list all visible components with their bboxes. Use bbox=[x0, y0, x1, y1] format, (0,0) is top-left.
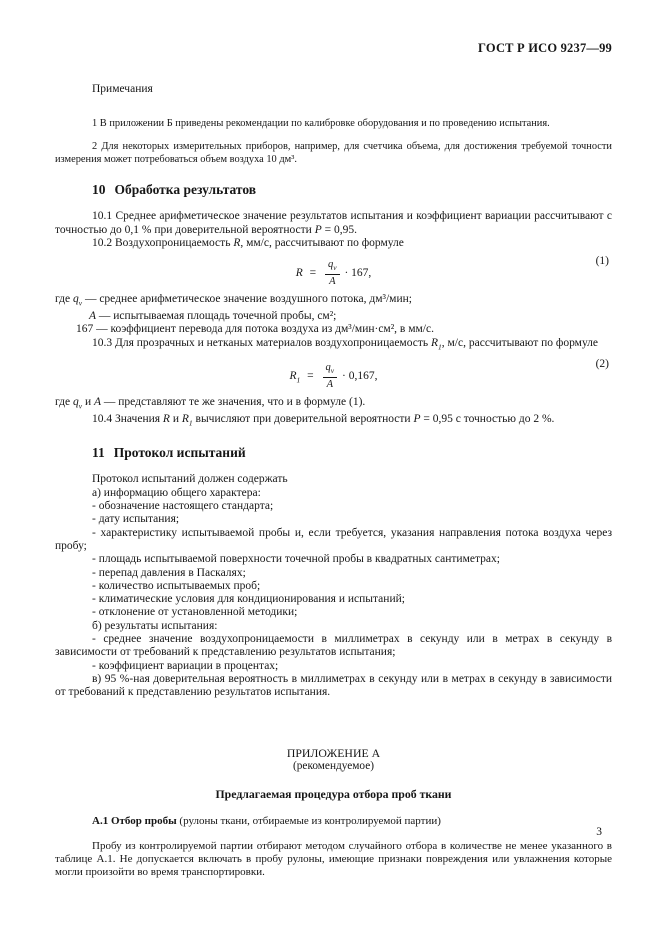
protocol-item: а) информацию общего характера: bbox=[92, 486, 261, 499]
fraction-denominator: A bbox=[326, 379, 334, 391]
protocol-item: - характеристику испытываемой пробы и, если требуется, указания направления потока воздуха через пробу; bbox=[55, 526, 612, 552]
protocol-item: в) 95 %-ная доверительная вероятность в миллиметрах в секунду или в метрах в секунду в зависимости от требований к представлению результатов испытания. bbox=[55, 672, 612, 699]
equation-number-1: (1) bbox=[595, 255, 609, 268]
formula-1 bbox=[55, 255, 612, 288]
section-10-number: 10 bbox=[92, 182, 106, 198]
protocol-item: б) результаты испытания: bbox=[92, 619, 218, 632]
protocol-item: - отклонение от установленной методики; bbox=[92, 606, 298, 619]
var-P: P bbox=[314, 223, 322, 236]
fraction-qv-over-A bbox=[325, 259, 340, 287]
protocol-item: - среднее значение воздухопроницаемости в миллиметрах в секунду или в метрах в секунду в зависимости от требований к представлению результатов испытания; bbox=[55, 633, 612, 659]
where-clause-A: A — испытываемая площадь точечной пробы, см²; bbox=[89, 309, 337, 322]
fraction-denominator: A bbox=[329, 276, 336, 288]
var-R: R bbox=[233, 236, 241, 249]
fraction-numerator: $q_v$ bbox=[325, 259, 340, 275]
section-11-title: Протокол испытаний bbox=[113, 445, 246, 461]
note-2: 2 Для некоторых измерительных приборов, например, для счетчика объема, для достижения требуемой точности измерения может потребоваться объем воздуха 10 дм³. bbox=[55, 141, 612, 166]
section-10-heading bbox=[55, 182, 612, 198]
equation-number-2: (2) bbox=[595, 358, 609, 371]
formula-1-expression bbox=[295, 259, 372, 288]
page-number: 3 bbox=[596, 826, 602, 838]
var-R1: R bbox=[289, 369, 297, 382]
paragraph-10-2: 10.2 Воздухопроницаемость R, мм/с, рассчитывают по формуле bbox=[92, 236, 404, 249]
appendix-label: ПРИЛОЖЕНИЕ А bbox=[286, 746, 381, 761]
protocol-item: - обозначение настоящего стандарта; bbox=[92, 500, 274, 513]
appendix-a1-label: А.1 Отбор пробы bbox=[92, 815, 177, 828]
paragraph-10-4: 10.4 Значения R и $R_1$ вычисляют при доверительной вероятности P = 0,95 с точностью до 2 %. bbox=[92, 412, 555, 428]
protocol-intro: Протокол испытаний должен содержать bbox=[92, 473, 288, 486]
formula-2-multiplier: · 0,167, bbox=[342, 369, 378, 382]
where-clause-formula-2: где $q_v$ и A — представляют те же значения, что и в формуле (1). bbox=[55, 396, 366, 411]
protocol-item: - климатические условия для кондиционирования и испытаний; bbox=[92, 593, 405, 606]
var-R1: R bbox=[431, 336, 439, 349]
formula-2 bbox=[55, 358, 612, 391]
var-R: R bbox=[295, 266, 303, 279]
paragraph-10-3: 10.3 Для прозрачных и нетканых материалов воздухопроницаемость $R_1$, м/с, рассчитывают по формуле bbox=[92, 336, 599, 351]
protocol-item: - площадь испытываемой поверхности точечной пробы в квадратных сантиметрах; bbox=[92, 553, 500, 566]
appendix-a1-heading-line: А.1 Отбор пробы (рулоны ткани, отбираемые из контролируемой партии) bbox=[92, 815, 441, 828]
protocol-item: - дату испытания; bbox=[92, 513, 180, 526]
formula-1-multiplier: · 167, bbox=[344, 266, 372, 279]
equals-sign: = bbox=[309, 266, 317, 279]
where-clause-qv: где $q_v$ — среднее арифметическое значение воздушного потока, дм³/мин; bbox=[55, 293, 412, 308]
appendix-a1-body: Пробу из контролируемой партии отбирают методом случайного отбора в количестве не менее указанного в таблице А.1. Не допускается включать в пробу рулоны, имеющие признаки повреждения или увлажнения которые могли произойти во время транспортировки. bbox=[55, 839, 612, 879]
section-11-number: 11 bbox=[92, 445, 105, 461]
protocol-item: - коэффициент вариации в процентах; bbox=[92, 659, 279, 672]
section-10-title: Обработка результатов bbox=[114, 182, 257, 198]
note-1: 1 В приложении Б приведены рекомендации по калибровке оборудования и по проведению испытания. bbox=[92, 118, 550, 129]
fraction-qv-over-A bbox=[323, 362, 338, 390]
paragraph-10-1: 10.1 Среднее арифметическое значение результатов испытания и коэффициент вариации рассчитывают с точностью до 0,1 % при доверительной вероятности P = 0,95. bbox=[55, 210, 612, 236]
notes-title: Примечания bbox=[92, 83, 153, 95]
formula-2-expression: $R_1$ = $\frac{q_v}{A}$ · 0,167, bbox=[289, 362, 378, 391]
where-clause-167: 167 — коэффициент перевода для потока воздуха из дм³/мин·см², в мм/с. bbox=[76, 323, 434, 336]
section-11-heading bbox=[55, 445, 612, 461]
fraction-numerator: $q_v$ bbox=[323, 362, 338, 378]
doc-code-header: ГОСТ Р ИСО 9237—99 bbox=[478, 41, 612, 55]
appendix-title: Предлагаемая процедура отбора проб ткани bbox=[215, 787, 452, 802]
equals-sign: = bbox=[307, 369, 314, 382]
appendix-sublabel: (рекомендуемое) bbox=[293, 760, 374, 773]
protocol-item: - количество испытываемых проб; bbox=[92, 579, 261, 592]
protocol-item: - перепад давления в Паскалях; bbox=[92, 566, 246, 579]
